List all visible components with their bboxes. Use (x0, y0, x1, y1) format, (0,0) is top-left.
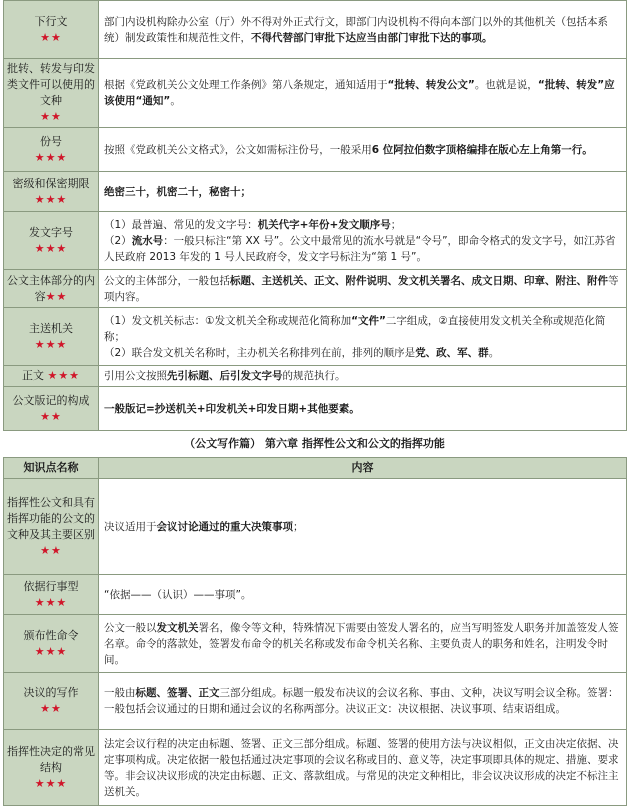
importance-stars: ★★ (45, 289, 68, 303)
topic-cell (4, 270, 99, 308)
content-line: （2）联合发文机关名称时，主办机关名称排列在前，排列的顺序是党、政、军、群。 (104, 346, 500, 359)
table-header-row (4, 458, 627, 479)
importance-stars: ★★★ (34, 595, 68, 609)
table-row (4, 1, 627, 59)
topic-cell (4, 1, 99, 59)
importance-stars: ★★ (40, 702, 62, 715)
importance-stars: ★★ (40, 543, 62, 557)
topic-name: 决议的写作 (23, 686, 79, 699)
importance-stars: ★★★ (34, 150, 68, 164)
topic-cell (4, 308, 99, 366)
topic-cell (4, 479, 99, 575)
topic-cell (4, 59, 99, 128)
importance-stars: ★★ (40, 30, 62, 44)
topic-cell (4, 212, 99, 270)
topic-name: 公文版记的构成 (12, 393, 90, 407)
topic-name: 正文 (21, 369, 44, 382)
importance-stars: ★★★ (34, 337, 68, 351)
content-cell: 根据《党政机关公文处理工作条例》第八条规定，通知适用于“批转、转发公文”。也就是说，“批转、转发”应该使用“通知”。 (99, 59, 627, 128)
content-cell: 按照《党政机关公文格式》，公文如需标注份号，一般采用6 位阿拉伯数字顶格编排在版心左上角第一行。 (99, 128, 627, 172)
content-cell (99, 212, 627, 270)
topic-cell (4, 387, 99, 431)
content-cell: “依据——（认识）——事项”。 (99, 575, 627, 615)
importance-stars: ★★★ (34, 644, 68, 658)
importance-stars: ★★ (40, 110, 62, 123)
topic-name: 指挥性公文和具有指挥功能的公文的文种及其主要区别 (7, 495, 95, 541)
importance-stars: ★★ (40, 409, 62, 423)
topic-cell (4, 615, 99, 673)
topic-name: 批转、转发与印发类文件可以使用的文种 (7, 62, 95, 107)
content-cell: 一般版记=抄送机关+印发机关+印发日期+其他要素。 (99, 387, 627, 431)
table-row (4, 172, 627, 212)
importance-stars: ★★★ (47, 369, 81, 382)
table-row (4, 270, 627, 308)
content-line: （1）最普遍、常见的发文字号：机关代字+年份+发文顺序号； (104, 218, 402, 231)
table-row (4, 212, 627, 270)
content-cell: 一般由标题、签署、正文三部分组成。标题一般发布决议的会议名称、事由、文种，决议写明会议全称。签署：一般包括会议通过的日期和通过会议的名称两部分。决议正文：决议根据、决议事项、结束语组成。 (99, 673, 627, 730)
topic-name: 发文字号 (29, 225, 73, 239)
content-cell: 公文一般以发文机关署名，像令等文种，特殊情况下需要由签发人署名的，应当写明签发人职务并加盖签发人签名章。命令的落款处，签署发布命令的机关名称或发布命令机关名称、主要负责人的职务和姓名，注明发令时间。 (99, 615, 627, 673)
table-row (4, 479, 627, 575)
knowledge-table-2 (3, 457, 627, 806)
importance-stars: ★★★ (34, 776, 68, 790)
table-row (4, 387, 627, 431)
importance-stars: ★★★ (34, 241, 68, 255)
content-cell: 引用公文按照先引标题、后引发文字号的规范执行。 (99, 366, 627, 387)
topic-cell (4, 172, 99, 212)
table-row (4, 615, 627, 673)
section-gap (0, 431, 629, 457)
chapter-title: （公文写作篇） 第六章 指挥性公文和公文的指挥功能 (184, 437, 445, 450)
content-line: （1）发文机关标志：①发文机关全称或规范化简称加“文件”二字组成，②直接使用发文机关全称或规范化简称； (104, 314, 606, 343)
table-row (4, 730, 627, 806)
topic-cell (4, 128, 99, 172)
table-row (4, 308, 627, 366)
content-cell: 法定会议行程的决定由标题、签署、正文三部分组成。标题、签署的使用方法与决议相似，正文由决定依据、决定事项构成。决定依据一般包括通过决定事项的会议名称或目的、意义等，决定事项即具体的规定、措施、要求等。非会议决议形成的决定由标题、正文、落款组成。与常见的决定文种相比，非会议决议形成的决定不标注主送机关。 (99, 730, 627, 806)
content-cell (99, 308, 627, 366)
knowledge-table-1 (3, 0, 627, 431)
topic-name: 主送机关 (29, 321, 73, 335)
content-line: （2）流水号：一般只标注“第 XX 号”。公文中最常见的流水号就是“令号”，即命令格式的发文字号，如江苏省人民政府 2013 年发的 1 号人民政府令，发文字号标注为“第 1 号”。 (104, 234, 616, 263)
table-row (4, 366, 627, 387)
topic-cell (4, 730, 99, 806)
table-row (4, 59, 627, 128)
topic-cell (4, 575, 99, 615)
content-cell: 绝密三十，机密二十，秘密十； (99, 172, 627, 212)
topic-name: 指挥性决定的常见结构 (7, 744, 95, 774)
topic-name: 公文主体部分的内容 (7, 273, 95, 303)
column-header-content: 内容 (99, 458, 627, 479)
topic-cell (4, 366, 99, 387)
topic-name: 颁布性命令 (23, 628, 79, 642)
table-row (4, 673, 627, 730)
table-row (4, 128, 627, 172)
topic-name: 密级和保密期限 (12, 176, 90, 190)
content-cell: 公文的主体部分，一般包括标题、主送机关、正文、附件说明、发文机关署名、成文日期、印章、附注、附件等项内容。 (99, 270, 627, 308)
importance-stars: ★★★ (34, 192, 68, 206)
content-cell: 部门内设机构除办公室（厅）外不得对外正式行文，即部门内设机构不得向本部门以外的其他机关（包括本系统）制发政策性和规范性文件，不得代替部门审批下达应当由部门审批下达的事项。 (99, 1, 627, 59)
topic-name: 依据行事型 (23, 579, 79, 593)
topic-name: 下行文 (34, 14, 68, 28)
column-header-topic: 知识点名称 (4, 458, 99, 479)
content-cell: 决议适用于会议讨论通过的重大决策事项； (99, 479, 627, 575)
topic-name: 份号 (40, 134, 62, 148)
topic-cell (4, 673, 99, 730)
table-row (4, 575, 627, 615)
